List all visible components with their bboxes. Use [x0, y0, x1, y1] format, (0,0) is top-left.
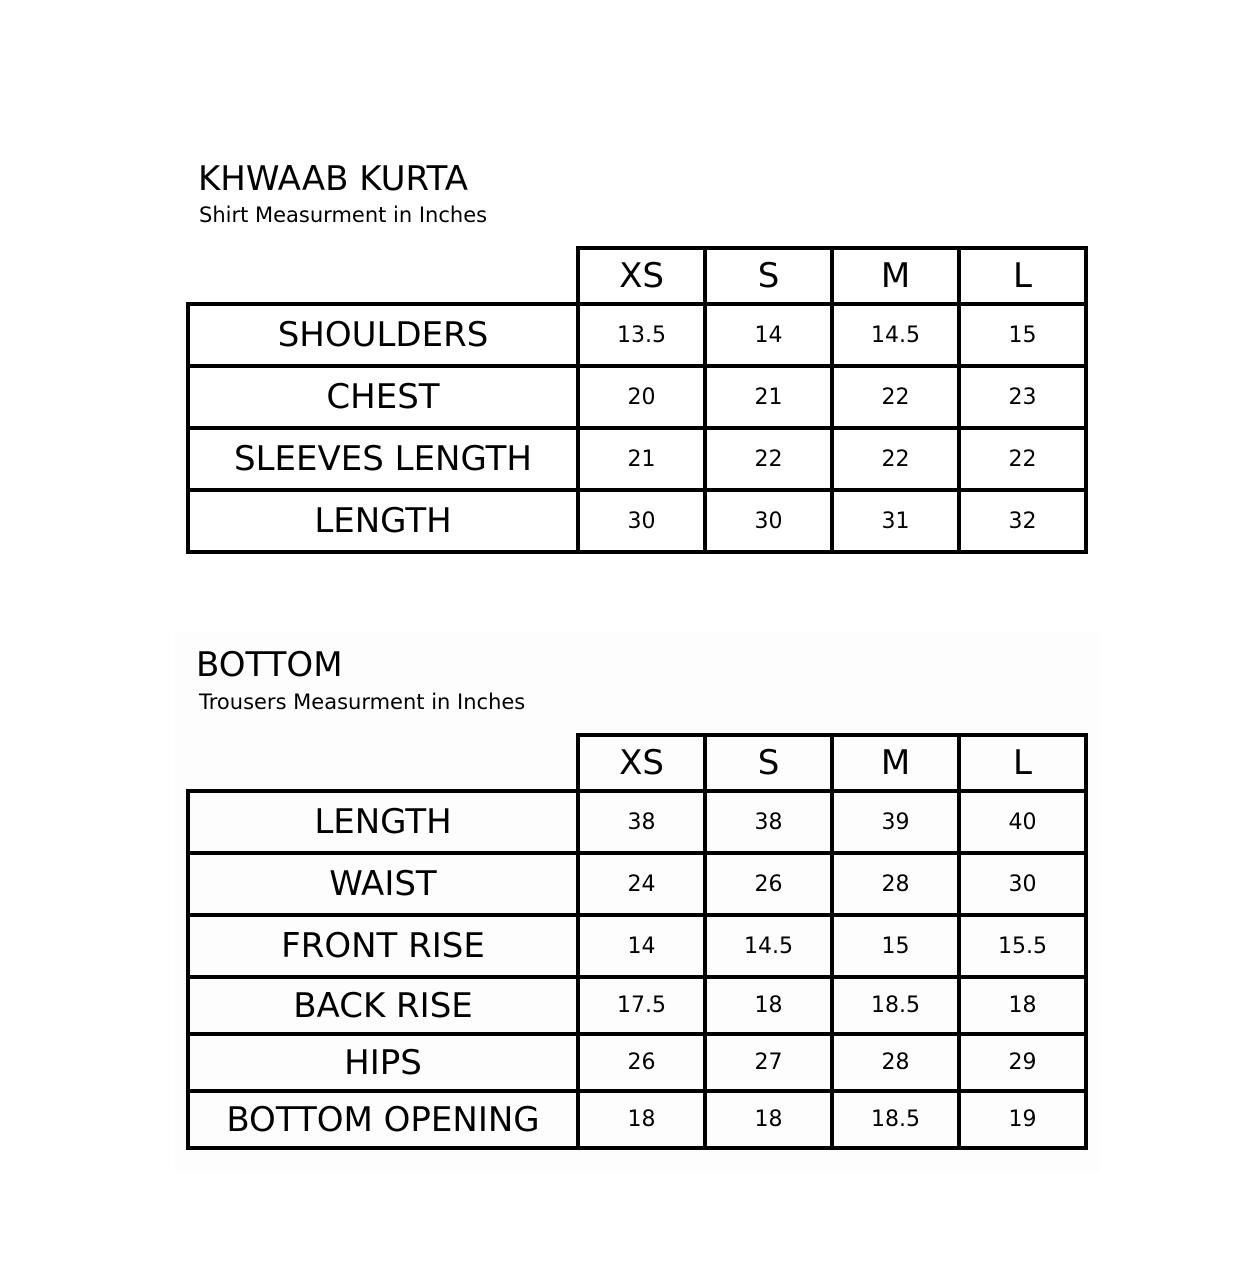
- measurement-cell: 15: [959, 304, 1086, 366]
- table-row: [188, 366, 1086, 428]
- measurement-cell: 14: [705, 304, 832, 366]
- row-label: SLEEVES LENGTH: [188, 428, 578, 490]
- measurement-cell: 14.5: [705, 915, 832, 977]
- measurement-cell: 14: [578, 915, 705, 977]
- measurement-cell: 18.5: [832, 1091, 959, 1148]
- size-header-row: [188, 248, 1086, 304]
- size-header-l: L: [959, 735, 1086, 791]
- measurement-cell: 19: [959, 1091, 1086, 1148]
- table-row: [188, 915, 1086, 977]
- row-label: BACK RISE: [188, 977, 578, 1034]
- table-row: [188, 1091, 1086, 1148]
- measurement-cell: 18: [705, 1091, 832, 1148]
- table-row: [188, 304, 1086, 366]
- bottom-subtitle: Trousers Measurment in Inches: [199, 690, 526, 714]
- size-header-row: [188, 735, 1086, 791]
- row-label: CHEST: [188, 366, 578, 428]
- row-label: FRONT RISE: [188, 915, 578, 977]
- size-header-xs: XS: [578, 248, 705, 304]
- measurement-cell: 21: [578, 428, 705, 490]
- row-label: BOTTOM OPENING: [188, 1091, 578, 1148]
- measurement-cell: 26: [705, 853, 832, 915]
- size-header-m: M: [832, 735, 959, 791]
- measurement-cell: 38: [578, 791, 705, 853]
- measurement-cell: 23: [959, 366, 1086, 428]
- measurement-cell: 20: [578, 366, 705, 428]
- size-header-l: L: [959, 248, 1086, 304]
- measurement-cell: 32: [959, 490, 1086, 552]
- size-header-s: S: [705, 735, 832, 791]
- measurement-cell: 17.5: [578, 977, 705, 1034]
- measurement-cell: 15.5: [959, 915, 1086, 977]
- measurement-cell: 28: [832, 853, 959, 915]
- measurement-cell: 27: [705, 1034, 832, 1091]
- kurta-size-table: [186, 246, 1088, 554]
- size-header-xs: XS: [578, 735, 705, 791]
- bottom-title: BOTTOM: [196, 645, 343, 685]
- measurement-cell: 15: [832, 915, 959, 977]
- measurement-cell: 22: [832, 366, 959, 428]
- measurement-cell: 28: [832, 1034, 959, 1091]
- measurement-cell: 24: [578, 853, 705, 915]
- measurement-cell: 21: [705, 366, 832, 428]
- measurement-cell: 13.5: [578, 304, 705, 366]
- bottom-size-table: [186, 733, 1088, 1150]
- measurement-cell: 22: [832, 428, 959, 490]
- measurement-cell: 40: [959, 791, 1086, 853]
- measurement-cell: 31: [832, 490, 959, 552]
- measurement-cell: 39: [832, 791, 959, 853]
- table-row: [188, 1034, 1086, 1091]
- measurement-cell: 26: [578, 1034, 705, 1091]
- row-label: LENGTH: [188, 490, 578, 552]
- measurement-cell: 38: [705, 791, 832, 853]
- measurement-cell: 30: [959, 853, 1086, 915]
- table-row: [188, 977, 1086, 1034]
- row-label: LENGTH: [188, 791, 578, 853]
- measurement-cell: 30: [578, 490, 705, 552]
- measurement-cell: 18.5: [832, 977, 959, 1034]
- measurement-cell: 18: [959, 977, 1086, 1034]
- row-label: SHOULDERS: [188, 304, 578, 366]
- table-row: [188, 428, 1086, 490]
- table-row: [188, 853, 1086, 915]
- kurta-subtitle: Shirt Measurment in Inches: [199, 203, 488, 227]
- measurement-cell: 18: [705, 977, 832, 1034]
- measurement-cell: 30: [705, 490, 832, 552]
- size-header-m: M: [832, 248, 959, 304]
- measurement-cell: 29: [959, 1034, 1086, 1091]
- row-label: WAIST: [188, 853, 578, 915]
- header-spacer: [188, 735, 578, 791]
- measurement-cell: 14.5: [832, 304, 959, 366]
- header-spacer: [188, 248, 578, 304]
- row-label: HIPS: [188, 1034, 578, 1091]
- table-row: [188, 490, 1086, 552]
- kurta-title: KHWAAB KURTA: [198, 159, 469, 199]
- measurement-cell: 22: [959, 428, 1086, 490]
- measurement-cell: 18: [578, 1091, 705, 1148]
- size-header-s: S: [705, 248, 832, 304]
- table-row: [188, 791, 1086, 853]
- measurement-cell: 22: [705, 428, 832, 490]
